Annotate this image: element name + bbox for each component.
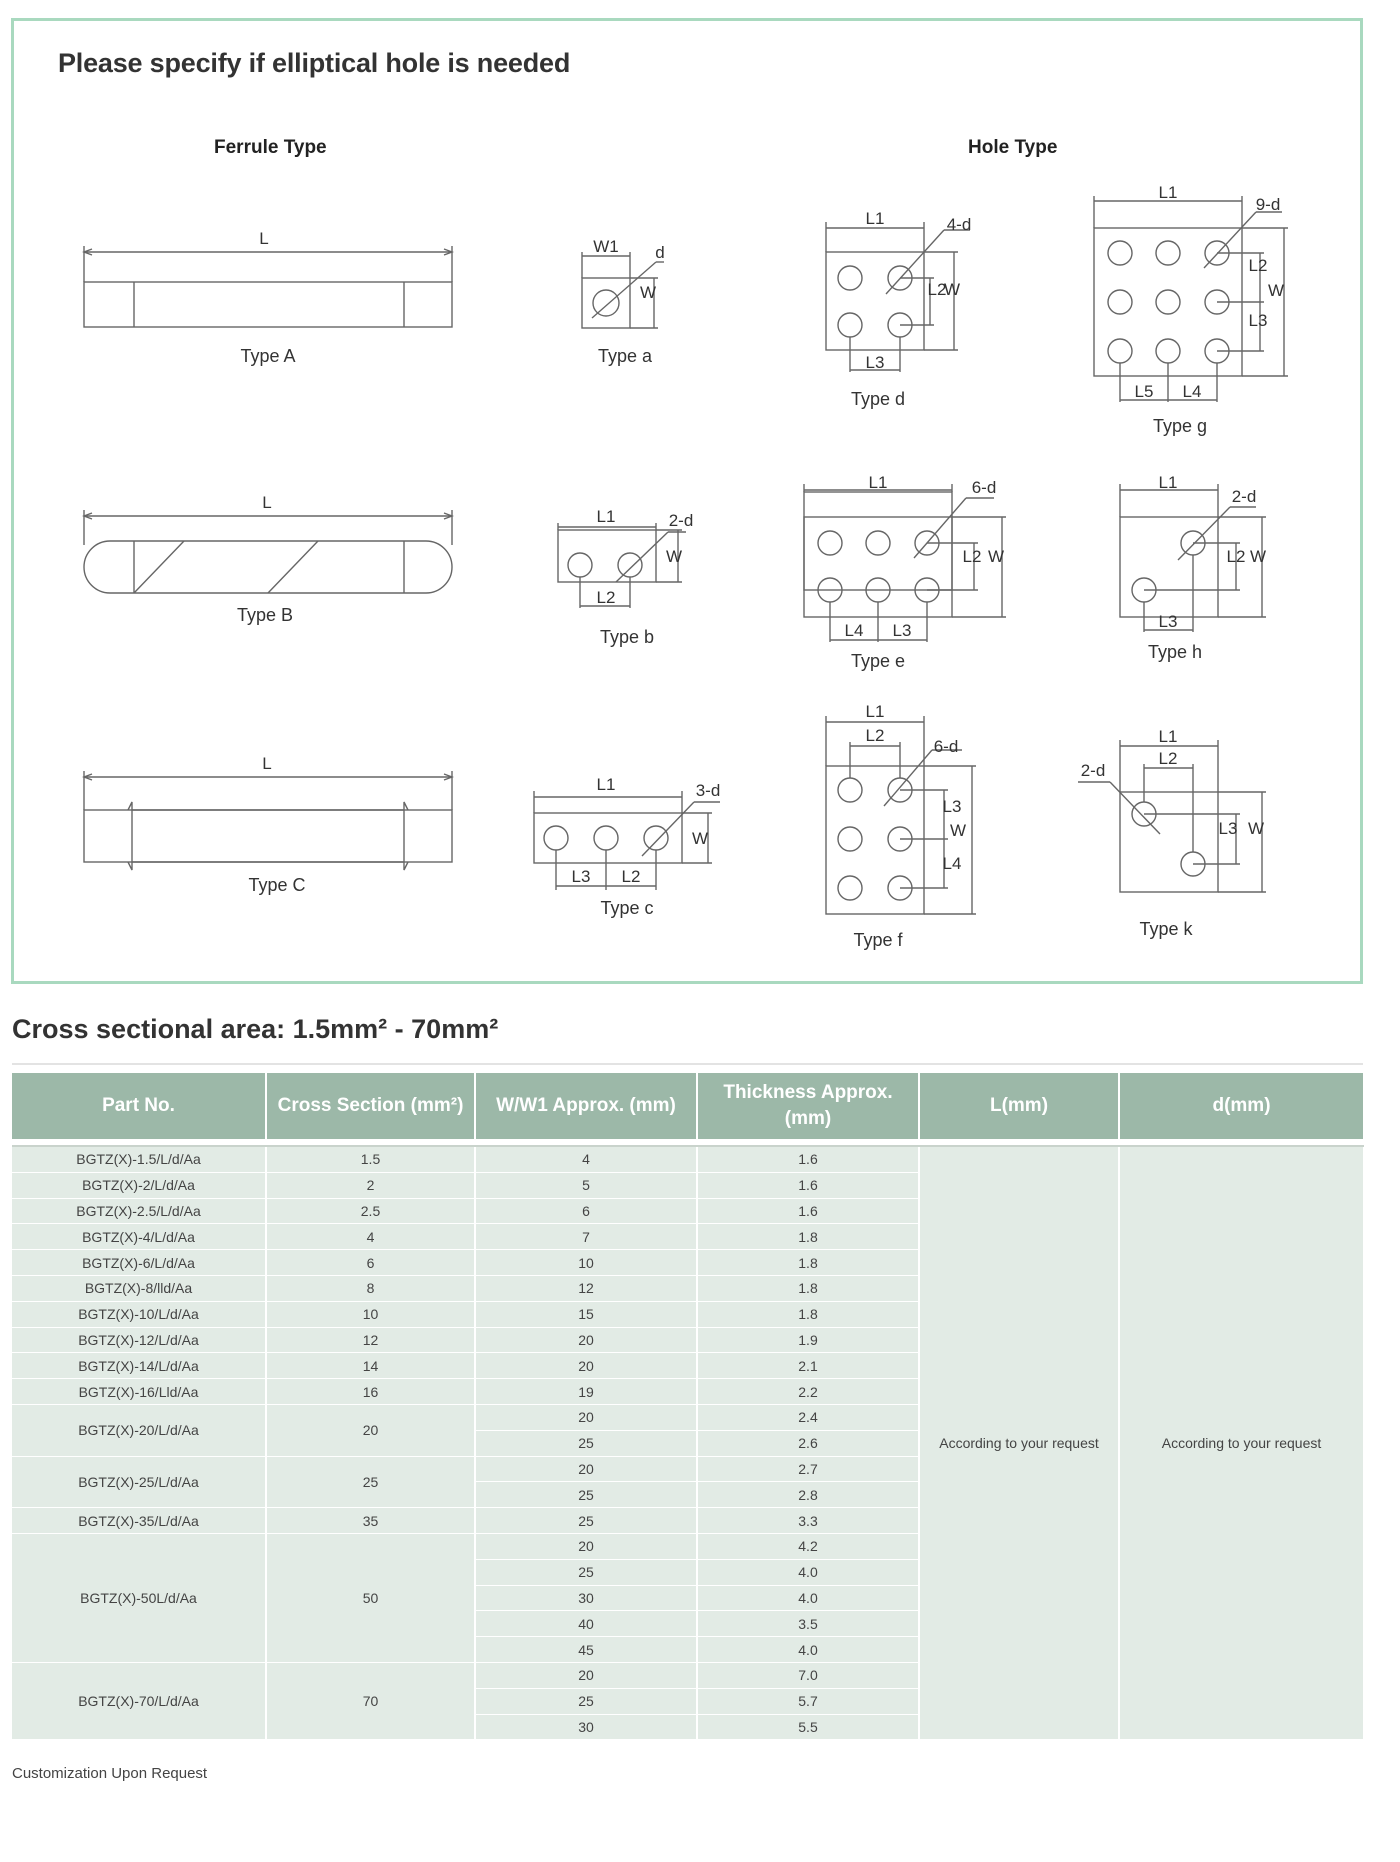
type-k-dim-l1: L1 xyxy=(1158,727,1178,746)
type-b-end-label: Type b xyxy=(599,627,655,647)
cell-cross-section: 6 xyxy=(266,1250,475,1276)
cell-part-no: BGTZ(X)-16/Lld/Aa xyxy=(12,1379,266,1405)
type-e-dim-l4: L4 xyxy=(844,621,864,640)
type-e-dim-w: W xyxy=(987,547,1005,566)
type-d-dim-l2: L2 xyxy=(927,280,947,299)
type-d-dim-w: W xyxy=(943,280,961,299)
cell-thickness: 2.7 xyxy=(697,1456,919,1482)
type-h-dim-l1: L1 xyxy=(1158,473,1178,492)
type-k-dim-l3: L3 xyxy=(1218,819,1238,838)
type-a-dim-l: L xyxy=(259,229,269,248)
footer-note: Customization Upon Request xyxy=(12,1765,208,1782)
type-g-dim-l2: L2 xyxy=(1248,256,1268,275)
type-e-dim-6d: 6-d xyxy=(971,478,997,497)
ferrule-type-heading: Ferrule Type xyxy=(214,137,327,158)
cell-cross-section: 25 xyxy=(266,1456,475,1508)
type-c-drawing xyxy=(84,754,452,895)
type-f-drawing xyxy=(826,702,976,950)
divider xyxy=(12,1063,1363,1065)
type-d-dim-l3: L3 xyxy=(865,353,885,372)
cell-cross-section: 12 xyxy=(266,1327,475,1353)
cell-part-no: BGTZ(X)-4/L/d/Aa xyxy=(12,1224,266,1250)
type-a-end-dim-d: d xyxy=(655,243,665,262)
type-c-end-dim-l1: L1 xyxy=(596,775,616,794)
cell-width: 25 xyxy=(475,1688,697,1714)
type-e-label: Type e xyxy=(850,651,906,671)
cell-thickness: 1.6 xyxy=(697,1146,919,1172)
type-k-label: Type k xyxy=(1139,919,1193,939)
type-c-dim-l: L xyxy=(262,754,272,773)
type-e-drawing xyxy=(804,473,1006,671)
spec-table xyxy=(12,1073,1364,1740)
cell-width: 15 xyxy=(475,1301,697,1327)
cell-width: 20 xyxy=(475,1456,697,1482)
cell-width: 20 xyxy=(475,1404,697,1430)
type-k-drawing xyxy=(1078,727,1266,939)
type-c-end-drawing xyxy=(534,775,720,918)
cell-cross-section: 10 xyxy=(266,1301,475,1327)
type-h-dim-l2: L2 xyxy=(1226,547,1246,566)
cell-thickness: 2.2 xyxy=(697,1379,919,1405)
cell-part-no: BGTZ(X)-20/L/d/Aa xyxy=(12,1404,266,1456)
section-title: Cross sectional area: 1.5mm² - 70mm² xyxy=(12,1014,499,1044)
cell-thickness: 7.0 xyxy=(697,1662,919,1688)
type-h-drawing xyxy=(1120,473,1266,662)
cell-thickness: 2.1 xyxy=(697,1353,919,1379)
cell-width: 45 xyxy=(475,1637,697,1663)
type-h-dim-w: W xyxy=(1249,547,1267,566)
type-c-end-dim-l3: L3 xyxy=(571,867,591,886)
type-k-dim-w: W xyxy=(1247,819,1265,838)
table-body xyxy=(12,1146,1363,1740)
type-h-dim-2d: 2-d xyxy=(1231,487,1257,506)
cell-width: 5 xyxy=(475,1172,697,1198)
cell-width: 25 xyxy=(475,1508,697,1534)
cell-length-request: According to your request xyxy=(919,1146,1119,1740)
cell-cross-section: 4 xyxy=(266,1224,475,1250)
type-g-dim-l5: L5 xyxy=(1134,382,1154,401)
cell-cross-section: 2.5 xyxy=(266,1198,475,1224)
type-d-label: Type d xyxy=(850,389,906,409)
cell-part-no: BGTZ(X)-10/L/d/Aa xyxy=(12,1301,266,1327)
type-d-dim-4d: 4-d xyxy=(946,215,972,234)
cell-thickness: 4.0 xyxy=(697,1559,919,1585)
cell-thickness: 1.6 xyxy=(697,1172,919,1198)
cell-width: 25 xyxy=(475,1559,697,1585)
type-c-end-dim-3d: 3-d xyxy=(695,781,721,800)
cell-width: 30 xyxy=(475,1585,697,1611)
cell-cross-section: 1.5 xyxy=(266,1146,475,1172)
type-g-dim-w: W xyxy=(1267,281,1285,300)
cell-part-no: BGTZ(X)-35/L/d/Aa xyxy=(12,1508,266,1534)
type-f-label: Type f xyxy=(853,930,903,950)
cell-cross-section: 20 xyxy=(266,1404,475,1456)
type-g-dim-l1: L1 xyxy=(1158,183,1178,202)
header-length: L(mm) xyxy=(919,1073,1119,1139)
type-a-end-dim-w: W xyxy=(639,283,657,302)
type-f-dim-l3: L3 xyxy=(942,797,962,816)
type-b-dim-l: L xyxy=(262,493,272,512)
type-a-end-label: Type a xyxy=(597,346,653,366)
type-f-dim-l4: L4 xyxy=(942,854,962,873)
cell-thickness: 2.4 xyxy=(697,1404,919,1430)
header-cross-section: Cross Section (mm²) xyxy=(266,1073,475,1139)
type-g-dim-9d: 9-d xyxy=(1255,195,1281,214)
cell-width: 20 xyxy=(475,1353,697,1379)
type-g-dim-l4: L4 xyxy=(1182,382,1202,401)
cell-width: 40 xyxy=(475,1611,697,1637)
cell-cross-section: 14 xyxy=(266,1353,475,1379)
cell-thickness: 1.8 xyxy=(697,1250,919,1276)
header-thickness: Thickness Approx. (mm) xyxy=(697,1073,919,1139)
type-f-dim-w: W xyxy=(949,821,967,840)
type-a-end-drawing xyxy=(582,237,665,366)
type-d-dim-l1: L1 xyxy=(865,209,885,228)
type-b-end-drawing xyxy=(558,507,693,647)
cell-part-no: BGTZ(X)-12/L/d/Aa xyxy=(12,1327,266,1353)
cell-thickness: 5.7 xyxy=(697,1688,919,1714)
cell-width: 19 xyxy=(475,1379,697,1405)
cell-cross-section: 16 xyxy=(266,1379,475,1405)
cell-thickness: 1.8 xyxy=(697,1224,919,1250)
type-b-label: Type B xyxy=(236,605,294,625)
cell-part-no: BGTZ(X)-2/L/d/Aa xyxy=(12,1172,266,1198)
cell-part-no: BGTZ(X)-14/L/d/Aa xyxy=(12,1353,266,1379)
header-part-no: Part No. xyxy=(12,1073,266,1139)
cell-thickness: 2.8 xyxy=(697,1482,919,1508)
cell-thickness: 5.5 xyxy=(697,1714,919,1740)
cell-width: 25 xyxy=(475,1430,697,1456)
type-g-label: Type g xyxy=(1152,416,1208,436)
cell-thickness: 4.0 xyxy=(697,1637,919,1663)
cell-cross-section: 8 xyxy=(266,1275,475,1301)
cell-cross-section: 70 xyxy=(266,1662,475,1739)
type-k-dim-l2: L2 xyxy=(1158,749,1178,768)
type-c-end-dim-w: W xyxy=(691,829,709,848)
cell-thickness: 1.8 xyxy=(697,1275,919,1301)
type-f-dim-l2: L2 xyxy=(865,726,885,745)
cell-thickness: 4.2 xyxy=(697,1533,919,1559)
type-f-dim-6d: 6-d xyxy=(933,737,959,756)
type-e-dim-l1: L1 xyxy=(868,473,888,492)
cell-thickness: 3.5 xyxy=(697,1611,919,1637)
cell-thickness: 1.6 xyxy=(697,1198,919,1224)
type-g-drawing xyxy=(1094,183,1288,436)
table-row xyxy=(12,1146,1363,1172)
header-diameter: d(mm) xyxy=(1119,1073,1363,1139)
hole-type-heading: Hole Type xyxy=(968,137,1058,158)
cell-thickness: 2.6 xyxy=(697,1430,919,1456)
cell-width: 4 xyxy=(475,1146,697,1172)
cell-cross-section: 50 xyxy=(266,1533,475,1662)
header-width: W/W1 Approx. (mm) xyxy=(475,1073,697,1139)
cell-part-no: BGTZ(X)-6/L/d/Aa xyxy=(12,1250,266,1276)
type-h-label: Type h xyxy=(1147,642,1203,662)
cell-cross-section: 35 xyxy=(266,1508,475,1534)
cell-part-no: BGTZ(X)-70/L/d/Aa xyxy=(12,1662,266,1739)
cell-cross-section: 2 xyxy=(266,1172,475,1198)
cell-part-no: BGTZ(X)-1.5/L/d/Aa xyxy=(12,1146,266,1172)
type-c-label: Type C xyxy=(248,875,306,895)
type-h-dim-l3: L3 xyxy=(1158,612,1178,631)
type-e-dim-l2: L2 xyxy=(962,547,982,566)
cell-width: 12 xyxy=(475,1275,697,1301)
type-c-end-label: Type c xyxy=(600,898,654,918)
frame-title: Please specify if elliptical hole is needed xyxy=(58,48,571,78)
cell-width: 20 xyxy=(475,1327,697,1353)
cell-thickness: 1.8 xyxy=(697,1301,919,1327)
type-a-drawing xyxy=(84,229,452,366)
cell-width: 10 xyxy=(475,1250,697,1276)
type-f-dim-l1: L1 xyxy=(865,702,885,721)
cell-width: 20 xyxy=(475,1662,697,1688)
type-k-dim-2d: 2-d xyxy=(1080,761,1106,780)
cell-width: 6 xyxy=(475,1198,697,1224)
cell-thickness: 3.3 xyxy=(697,1508,919,1534)
cell-thickness: 1.9 xyxy=(697,1327,919,1353)
type-d-drawing xyxy=(826,209,971,409)
type-b-end-dim-l2: L2 xyxy=(596,588,616,607)
cell-part-no: BGTZ(X)-25/L/d/Aa xyxy=(12,1456,266,1508)
type-b-drawing xyxy=(84,493,452,625)
type-a-label: Type A xyxy=(240,346,296,366)
cell-part-no: BGTZ(X)-2.5/L/d/Aa xyxy=(12,1198,266,1224)
type-e-dim-l3: L3 xyxy=(892,621,912,640)
cell-thickness: 4.0 xyxy=(697,1585,919,1611)
cell-diameter-request: According to your request xyxy=(1119,1146,1363,1740)
cell-width: 20 xyxy=(475,1533,697,1559)
type-g-dim-l3: L3 xyxy=(1248,311,1268,330)
type-a-end-dim-w1: W1 xyxy=(593,237,619,256)
cell-part-no: BGTZ(X)-50L/d/Aa xyxy=(12,1533,266,1662)
type-c-end-dim-l2: L2 xyxy=(621,867,641,886)
cell-width: 25 xyxy=(475,1482,697,1508)
type-b-end-dim-l1: L1 xyxy=(596,507,616,526)
type-b-end-dim-2d: 2-d xyxy=(668,511,694,530)
cell-width: 30 xyxy=(475,1714,697,1740)
type-b-end-dim-w: W xyxy=(665,547,683,566)
cell-part-no: BGTZ(X)-8/lld/Aa xyxy=(12,1275,266,1301)
cell-width: 7 xyxy=(475,1224,697,1250)
